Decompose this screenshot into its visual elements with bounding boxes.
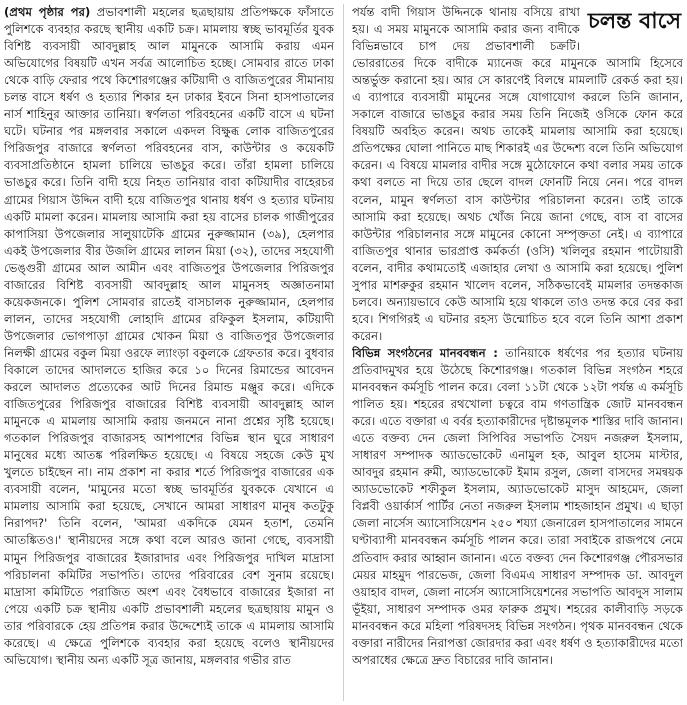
body-text-left: প্রভাবশালী মহলের ছত্রছায়ায় প্রতিপক্ষকে ফাঁসাতে পুলিশকে ব্যবহার করছে স্থানীয় একটি চক্র। মামলায় স্বচ্ছ ভাবমূর্তির যুবক বিশিষ্ট ব্যবসায়ী আবদুল্লাহ আল মামুনকে আসামি করায় এমন অভিযোগের বিষয়টি এখন সর্বত্র আলোচিত হচ্ছে। সোমবার রাতে ঢাকা থেকে বাড়ি ফেরার পথে কিশোরগঞ্জের কটিয়াদী ও বাজিতপুরের সীমানায় চলন্ত বাসে ধর্ষণ ও হত্যার শিকার হন ঢাকার ইবনে সিনা হাসপাতালের নার্স শাহিনুর আক্তার তানিয়া। স্বর্ণলতা পরিবহনের একটি বাসে এ ঘটনা ঘটে। ঘটনার পর মঙ্গলবার সকালে একদল বিক্ষুব্ধ লোক বাজিতপুরের পিরিজপুর বাজারে স্বর্ণলতা পরিবহনের বাস, কাউন্টার ও কয়েকটি ব্যবসাপ্রতিষ্ঠানে হামলা চালিয়ে ভাঙচুর করে। তাঁরা হামলা চালিয়ে ভাঙচুর করে। তিনি বাদী হয়ে নিহত তানিয়ার বাবা কটিয়াদীর বাহেরচর গ্রামের গিয়াস উদ্দিন বাদী হয়ে বাজিতপুর থানায় ধর্ষণ ও হত্যার ঘটনায় একটি মামলা করেন। মামলায় আসামি করা হয় বাসের চালক গাজীপুরের কাপাসিয়া উপজেলার সালুয়াটেকি গ্রামের নুরুজ্জামান (৩৯), হেলপার একই উপজেলার বীর উজলি গ্রামের লালন মিয়া (৩২), তাদের সহযোগী ভেঙ্গুরী গ্রামের আল আমীন এবং বাজিতপুর উপজেলার পিরিজপুর বাজারের বিশিষ্ট ব্যবসায়ী আবদুল্লাহ আল মামুনসহ অজ্ঞাতনামা কয়েকজনকে। পুলিশ সোমবার রাতেই বাসচালক নুরুজ্জামান, হেলপার লালন, তাদের সহযোগী লোহাদি গ্রামের রফিকুল ইসলাম, কটিয়াদী উপজেলার ভোগপাড়া গ্রামের খোকন মিয়া ও বাজিতপুর উপজেলার নিলক্ষী গ্রামের বকুল মিয়া ওরফে ল্যাংড়া বকুলকে গ্রেফতার করে। বুধবার বিকালে তাদের আদালতে হাজির করে ১০ দিনের রিমান্ডের আবেদন করলে আদালত প্রত্যেকের আট দিনের রিমান্ড মঞ্জুর করে। এদিকে বাজিতপুরের পিরিজপুর বাজারের বিশিষ্ট ব্যবসায়ী আবদুল্লাহ আল মামুনকে এ মামলায় আসামি করায় জনমনে নানা প্রশ্নের সৃষ্টি হয়েছে। গতকাল পিরিজপুর বাজারসহ আশপাশের বিভিন্ন স্থান ঘুরে সাধারণ মানুষের মধ্যে আতঙ্ক পরিলক্ষিত হয়েছে। এ বিষয়ে সহজে কেউ মুখ খুলতে চাইছেন না। নাম প্রকাশ না করার শর্তে পিরিজপুর বাজারের এক ব্যবসায়ী বলেন, 'মামুনের মতো স্বচ্ছ ভাবমূর্তির যুবককে যেখানে এ মামলায় আসামি করা হয়েছে, সেখানে আমরা সাধারণ মানুষ কতটুকু নিরাপদ?' তিনি বলেন, 'আমরা একদিকে যেমন হতাশ, তেমনি আতঙ্কিতও।' স্থানীয়দের সঙ্গে কথা বলে আরও জানা গেছে, ব্যবসায়ী মামুন পিরিজপুর বাজারের ইজারাদার এবং পিরিজপুর দাখিল মাদ্রাসা পরিচালনা কমিটির সভাপতি। তাদের পরিবারের বেশ সুনাম রয়েছে। মাদ্রাসা কমিটিতে পরাজিত অংশ এবং বৈধভাবে বাজারের ইজারা না পেয়ে একটি চক্র স্থানীয় একটি প্রভাবশালী মহলের ছত্রছায়ায় মামুন ও তার পরিবারকে হেয় প্রতিপন্ন করার উদ্দেশ্যেই তাকে এ মামলায় আসামি করেছে। এ ক্ষেত্রে পুলিশকে ব্যবহার করা হয়েছে বলেও স্থানীয়দের অভিযোগ। স্থানীয় অন্য একটি সূত্র জানায়, মঙ্গলবার গভীর রাত — [4, 5, 334, 667]
body-text-right-2: তানিয়াকে ধর্ষণের পর হত্যার ঘটনায় প্রতিবাদমুখর হয়ে উঠেছে কিশোরগঞ্জ। গতকাল বিভিন্ন সংগঠন শহরে মানববন্ধন কর্মসূচি পালন করে। বেলা ১১টা থেকে ১২টা পর্যন্ত এ কর্মসূচি পালিত হয়। শহরের রথখোলা চত্বরে বাম গণতান্ত্রিক জোট মানববন্ধন করে। এতে বক্তারা এ বর্বর হত্যাকারীদের দৃষ্টান্তমূলক শাস্তির দাবি জানান। এতে বক্তব্য দেন জেলা সিপিবির সভাপতি সৈয়দ নজরুল ইসলাম, সাধারণ সম্পাদক অ্যাডভোকেট এনামুল হক, আবুল হাসেম মাস্টার, আবদুর রহমান রুমী, অ্যাডভোকেট ইমাম রসুল, জেলা বাসদের সমন্বয়ক অ্যাডভোকেট শফীকুল ইসলাম, অ্যাডভোকেট মাসুদ আহমেদ, জেলা বিপ্লবী ওয়ার্কার্স পার্টির নেতা নজরুল ইসলাম শাহজাহান প্রমুখ। এ ছাড়া জেলা নার্সেস অ্যাসোসিয়েশন ২৫০ শয্যা জেনারেল হাসপাতালের সামনে ঘণ্টাব্যাপী মানববন্ধন কর্মসূচি পালন করে। তারা সবাইকে রাজপথে নেমে প্রতিবাদ করার আহ্বান জানান। এতে বক্তব্য দেন কিশোরগঞ্জ পৌরসভার মেয়র মাহমুদ পারভেজ, জেলা বিএমএ সাধারণ সম্পাদক ডা. আবদুল ওয়াহাব বাদল, জেলা নার্সেস অ্যাসোসিয়েশনের সভাপতি আবদুস সালাম ভূঁইয়া, সাধারণ সম্পাদক ওমর ফারুক প্রমুখ। শহরের কালীবাড়ি সড়কে মানববন্ধন করে মহিলা পরিষদসহ বিভিন্ন সংগঠন। পৃথক মানববন্ধন থেকে বক্তারা নারীদের নিরাপত্তা জোরদার করা এবং ধর্ষণ ও হত্যাকারীদের মতো অপরাধের ক্ষেত্রে দ্রুত বিচারের দাবি জানান। — [352, 345, 683, 667]
article-headline: চলন্ত বাসে — [587, 8, 681, 34]
column-left-body — [4, 4, 334, 669]
column-right-section — [352, 345, 683, 669]
column-right-body — [352, 4, 683, 345]
article-column-left — [4, 4, 334, 701]
article-column-right — [352, 4, 683, 701]
body-text-right-1: পর্যন্ত বাদী গিয়াস উদ্দিনকে থানায় বসিয়ে রাখা হয়। এ সময় মামুনকে আসামি করার জন্য বাদীকে বিভিন্নভাবে চাপ দেয় প্রভাবশালী চক্রটি। ভোররাতের দিকে বাদীকে ম্যানেজ করে মামুনকে আসামি হিসেবে অন্তর্ভুক্ত করানো হয়। আর সে কারণেই বিলম্বে মামলাটি রেকর্ড করা হয়। এ ব্যাপারে ব্যবসায়ী মামুনের সঙ্গে যোগাযোগ করলে তিনি জানান, সকালে বাজারে ভাঙচুর করার সময় তিনি নিজেই ওসিকে ফোন করে বিষয়টি অবহিত করেন। অথচ তাকেই মামলায় আসামি করা হয়েছে। প্রতিপক্ষের ঘোলা পানিতে মাছ শিকারই এর উদ্দেশ্য বলে তিনি অভিযোগ করেন। এ বিষয়ে মামলার বাদীর সঙ্গে মুঠোফোনে কথা বলার সময় তাকে কথা বলতে না দিয়ে তার ছেলে বাদল ফোনটি নিয়ে নেন। পরে বাদল বলেন, মামুন স্বর্ণলতা বাস কাউন্টার পরিচালনা করেন। তাই তাকে আসামি করা হয়েছে। অথচ খোঁজ নিয়ে জানা গেছে, বাস বা বাসের কাউন্টার পরিচালনার সঙ্গে মামুনের কোনো সম্পৃক্ততা নেই। এ ব্যাপারে বাজিতপুর থানার ভারপ্রাপ্ত কর্মকর্তা (ওসি) খলিলুর রহমান পাটোয়ারী বলেন, বাদীর কথামতোই এজাহার লেখা ও আসামি করা হয়েছে। পুলিশ সুপার মাশরুকুর রহমান খালেদ বলেন, সঠিকভাবেই মামলার তদন্তকাজ চলবে। অন্যায়ভাবে কেউ আসামি হয়ে থাকলে তাও তদন্ত করে বের করা হবে। শিগগিরই এ ঘটনার রহস্য উন্মোচিত হবে বলে তিনি আশা প্রকাশ করেন। — [352, 5, 683, 343]
section-subheading: বিভিন্ন সংগঠনের মানববন্ধন : — [352, 345, 498, 360]
continuation-marker: (প্রথম পৃষ্ঠার পর) — [4, 5, 91, 19]
column-divider — [343, 4, 344, 701]
